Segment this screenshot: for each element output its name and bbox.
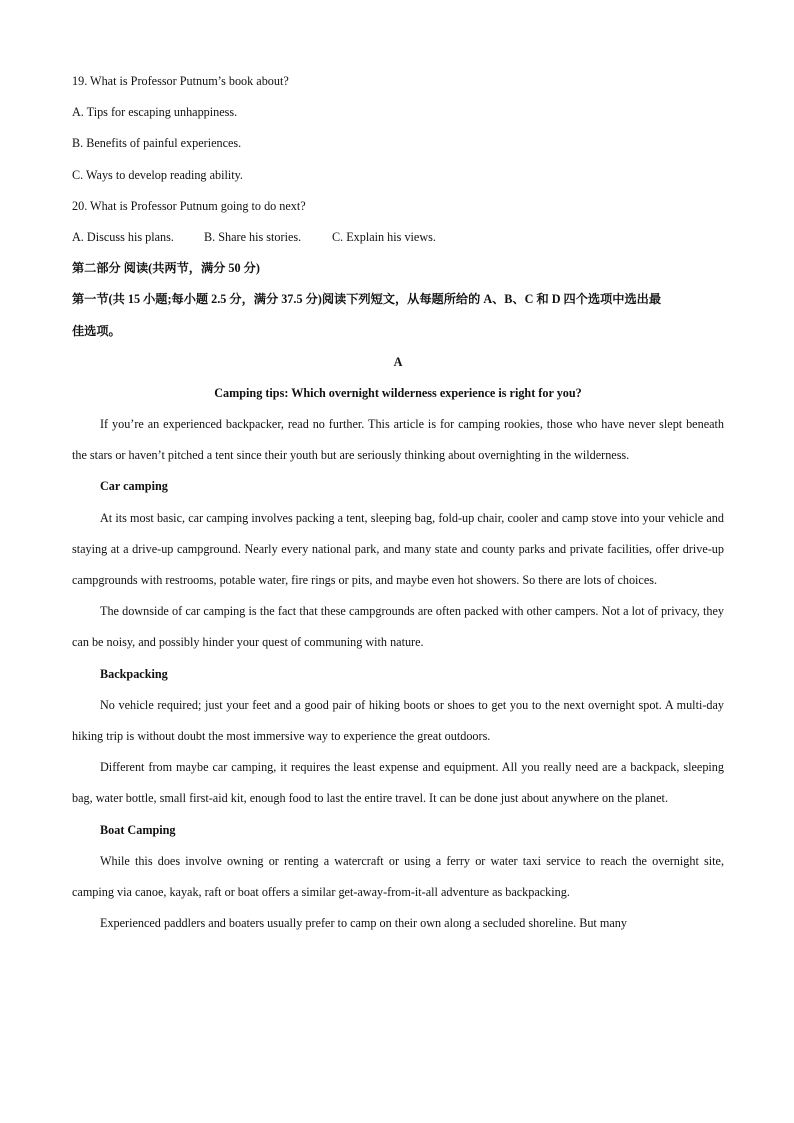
section-heading-backpacking: Backpacking <box>100 666 168 681</box>
question-20-option-b: B. Share his stories. <box>204 229 302 244</box>
section-heading-car-camping: Car camping <box>100 479 168 494</box>
question-19-option-b: B. Benefits of painful experiences. <box>72 136 242 151</box>
question-20-option-a: A. Discuss his plans. <box>72 229 174 244</box>
section-instruction-line-1: 第一节(共 15 小题;每小题 2.5 分，满分 37.5 分)阅读下列短文，从每题所给的 A、B、C 和 D 四个选项中选出最 <box>72 292 662 307</box>
question-20-options <box>72 222 724 253</box>
question-19-stem: 19. What is Professor Putnum’s book about? <box>72 74 289 88</box>
passage-letter: A <box>393 354 403 369</box>
car-camping-paragraph-1: At its most basic, car camping involves packing a tent, sleeping bag, fold-up chair, cooler and camp stove into your vehicle and staying at a drive-up campground. Nearly every national park, and many state and county parks and private facilities, offer drive-up campgrounds with restrooms, potable water, fire rings or pits, and maybe even hot showers. So there are lots of choices. <box>72 510 724 588</box>
part-title: 第二部分 阅读(共两节，满分 50 分) <box>72 261 260 276</box>
boat-camping-paragraph-1: While this does involve owning or renting a watercraft or using a ferry or water taxi service to reach the overnight site, camping via canoe, kayak, raft or boat offers a similar get-away-from-it-all adventure as backpacking. <box>72 853 724 900</box>
backpacking-paragraph-2: Different from maybe car camping, it requires the least expense and equipment. All you really need are a backpack, sleeping bag, water bottle, small first-aid kit, enough food to last the entire travel. It can be done just about anywhere on the planet. <box>72 760 724 806</box>
question-19-option-a: A. Tips for escaping unhappiness. <box>72 105 238 120</box>
section-instruction-line-2: 佳选项。 <box>72 323 121 338</box>
section-heading-boat-camping: Boat Camping <box>100 822 176 837</box>
intro-paragraph: If you’re an experienced backpacker, read no further. This article is for camping rookies, those who have never slept beneath the stars or haven’t pitched a tent since their youth but are seriously thinking about overnighting in the wilderness. <box>72 417 724 463</box>
question-19-option-c: C. Ways to develop reading ability. <box>72 167 243 182</box>
passage-title: Camping tips: Which overnight wilderness experience is right for you? <box>214 385 582 400</box>
exam-page <box>72 66 724 939</box>
backpacking-paragraph-1: No vehicle required; just your feet and a good pair of hiking boots or shoes to get you to the next overnight spot. A multi-day hiking trip is without doubt the most immersive way to experience the great outdoors. <box>72 697 724 744</box>
question-20-stem: 20. What is Professor Putnum going to do next? <box>72 198 306 213</box>
boat-camping-paragraph-2: Experienced paddlers and boaters usually prefer to camp on their own along a secluded shoreline. But many <box>100 916 627 931</box>
car-camping-paragraph-2: The downside of car camping is the fact that these campgrounds are often packed with other campers. Not a lot of privacy, they can be noisy, and possibly hinder your quest of communing with nature. <box>72 604 724 650</box>
question-20-option-c: C. Explain his views. <box>332 229 436 244</box>
